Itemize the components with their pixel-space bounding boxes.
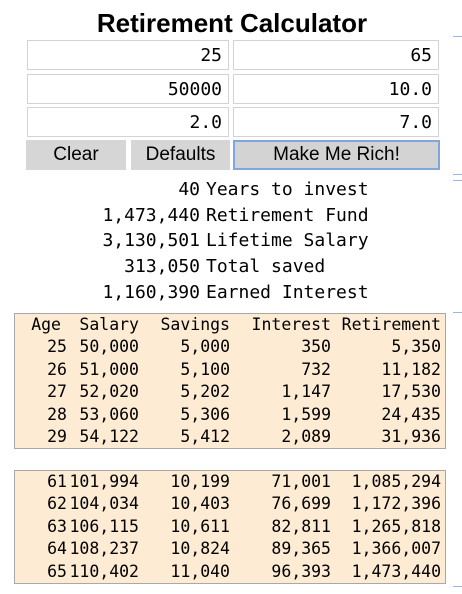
- cell-savings: 10,403: [170, 494, 230, 514]
- cell-interest: 350: [301, 337, 331, 357]
- cell-interest: 71,001: [271, 472, 331, 491]
- cell-savings: 5,100: [180, 359, 230, 379]
- summary-label: Total saved: [206, 256, 326, 278]
- cell-savings: 5,412: [180, 426, 230, 446]
- clear-button[interactable]: Clear: [26, 140, 126, 170]
- edge-divider-mark: [453, 36, 462, 37]
- table-row: [15, 381, 445, 403]
- cell-interest: 1,599: [281, 404, 331, 424]
- column-header-retirement: Retirement: [341, 315, 441, 334]
- savings-rate-input[interactable]: [27, 107, 229, 137]
- cell-savings: 5,000: [180, 337, 230, 357]
- cell-age: 28: [47, 404, 67, 424]
- summary-total-saved: [0, 254, 462, 280]
- cell-interest: 732: [301, 359, 331, 379]
- cell-retirement: 1,265,818: [351, 516, 441, 536]
- salary-input[interactable]: [27, 74, 229, 104]
- cell-interest: 82,811: [271, 516, 331, 536]
- summary-value: 3,130,501: [102, 230, 200, 252]
- cell-interest: 96,393: [271, 561, 331, 581]
- cell-savings: 5,306: [180, 404, 230, 424]
- summary-value: 313,050: [124, 256, 200, 278]
- summary-retirement-fund: [0, 203, 462, 229]
- summary-value: 1,160,390: [102, 281, 200, 303]
- summary-value: 1,473,440: [102, 204, 200, 226]
- cell-salary: 106,115: [69, 516, 139, 536]
- column-header-savings: Savings: [160, 315, 230, 334]
- projection-table-start: [14, 313, 446, 449]
- table-row: [15, 426, 445, 448]
- cell-interest: 76,699: [271, 494, 331, 514]
- summary-lifetime-salary: [0, 228, 462, 254]
- cell-salary: 52,020: [79, 382, 139, 402]
- table-row: [15, 471, 445, 493]
- cell-age: 62: [47, 494, 67, 514]
- cell-salary: 101,994: [69, 472, 139, 491]
- cell-salary: 50,000: [79, 337, 139, 357]
- page-title: Retirement Calculator: [96, 8, 368, 38]
- table-row: [15, 404, 445, 426]
- table-row: [15, 538, 445, 560]
- summary-label: Years to invest: [206, 179, 369, 200]
- cell-retirement: 1,172,396: [351, 494, 441, 514]
- table-row: [15, 561, 445, 583]
- cell-savings: 10,824: [170, 539, 230, 559]
- cell-salary: 104,034: [69, 494, 139, 514]
- table-row: [15, 516, 445, 538]
- make-me-rich-button[interactable]: Make Me Rich!: [233, 140, 440, 170]
- salary-increase-input[interactable]: [233, 74, 439, 104]
- cell-age: 29: [47, 426, 67, 446]
- edge-divider-mark: [453, 312, 462, 313]
- cell-retirement: 11,182: [381, 359, 441, 379]
- current-age-input[interactable]: [27, 40, 229, 70]
- interest-rate-input[interactable]: [233, 107, 439, 137]
- summary-years: [0, 177, 462, 203]
- column-header-interest: Interest: [251, 315, 331, 334]
- cell-salary: 51,000: [79, 359, 139, 379]
- cell-retirement: 1,085,294: [351, 472, 441, 491]
- table-row: [15, 359, 445, 381]
- cell-age: 65: [47, 561, 67, 581]
- projection-table-end: [14, 470, 446, 584]
- cell-interest: 1,147: [281, 382, 331, 402]
- cell-age: 27: [47, 382, 67, 402]
- cell-retirement: 1,366,007: [351, 539, 441, 559]
- defaults-button[interactable]: Defaults: [131, 140, 230, 170]
- table-row: [15, 336, 445, 358]
- cell-salary: 54,122: [79, 426, 139, 446]
- cell-savings: 10,611: [170, 516, 230, 536]
- cell-age: 61: [47, 472, 67, 491]
- table-header: [15, 314, 445, 336]
- column-header-salary: Salary: [79, 315, 139, 334]
- edge-divider-mark: [453, 180, 462, 181]
- summary-earned-interest: [0, 280, 462, 306]
- cell-salary: 110,402: [69, 561, 139, 581]
- cell-interest: 2,089: [281, 426, 331, 446]
- cell-retirement: 24,435: [381, 404, 441, 424]
- table-row: [15, 493, 445, 515]
- cell-retirement: 17,530: [381, 382, 441, 402]
- cell-retirement: 1,473,440: [351, 561, 441, 581]
- edge-divider-mark: [453, 586, 462, 587]
- summary-value: 40: [178, 179, 200, 200]
- cell-salary: 53,060: [79, 404, 139, 424]
- cell-retirement: 5,350: [391, 337, 441, 357]
- cell-savings: 10,199: [170, 472, 230, 491]
- cell-age: 26: [47, 359, 67, 379]
- cell-age: 64: [47, 539, 67, 559]
- column-header-age: Age: [31, 315, 61, 334]
- summary-panel: [0, 177, 462, 305]
- summary-label: Lifetime Salary: [206, 230, 369, 252]
- edge-divider-mark: [453, 174, 462, 175]
- cell-savings: 11,040: [170, 561, 230, 581]
- cell-retirement: 31,936: [381, 426, 441, 446]
- summary-label: Retirement Fund: [206, 204, 369, 226]
- cell-savings: 5,202: [180, 382, 230, 402]
- cell-salary: 108,237: [69, 539, 139, 559]
- retirement-age-input[interactable]: [233, 40, 439, 70]
- cell-age: 63: [47, 516, 67, 536]
- cell-interest: 89,365: [271, 539, 331, 559]
- cell-age: 25: [47, 337, 67, 357]
- summary-label: Earned Interest: [206, 281, 369, 303]
